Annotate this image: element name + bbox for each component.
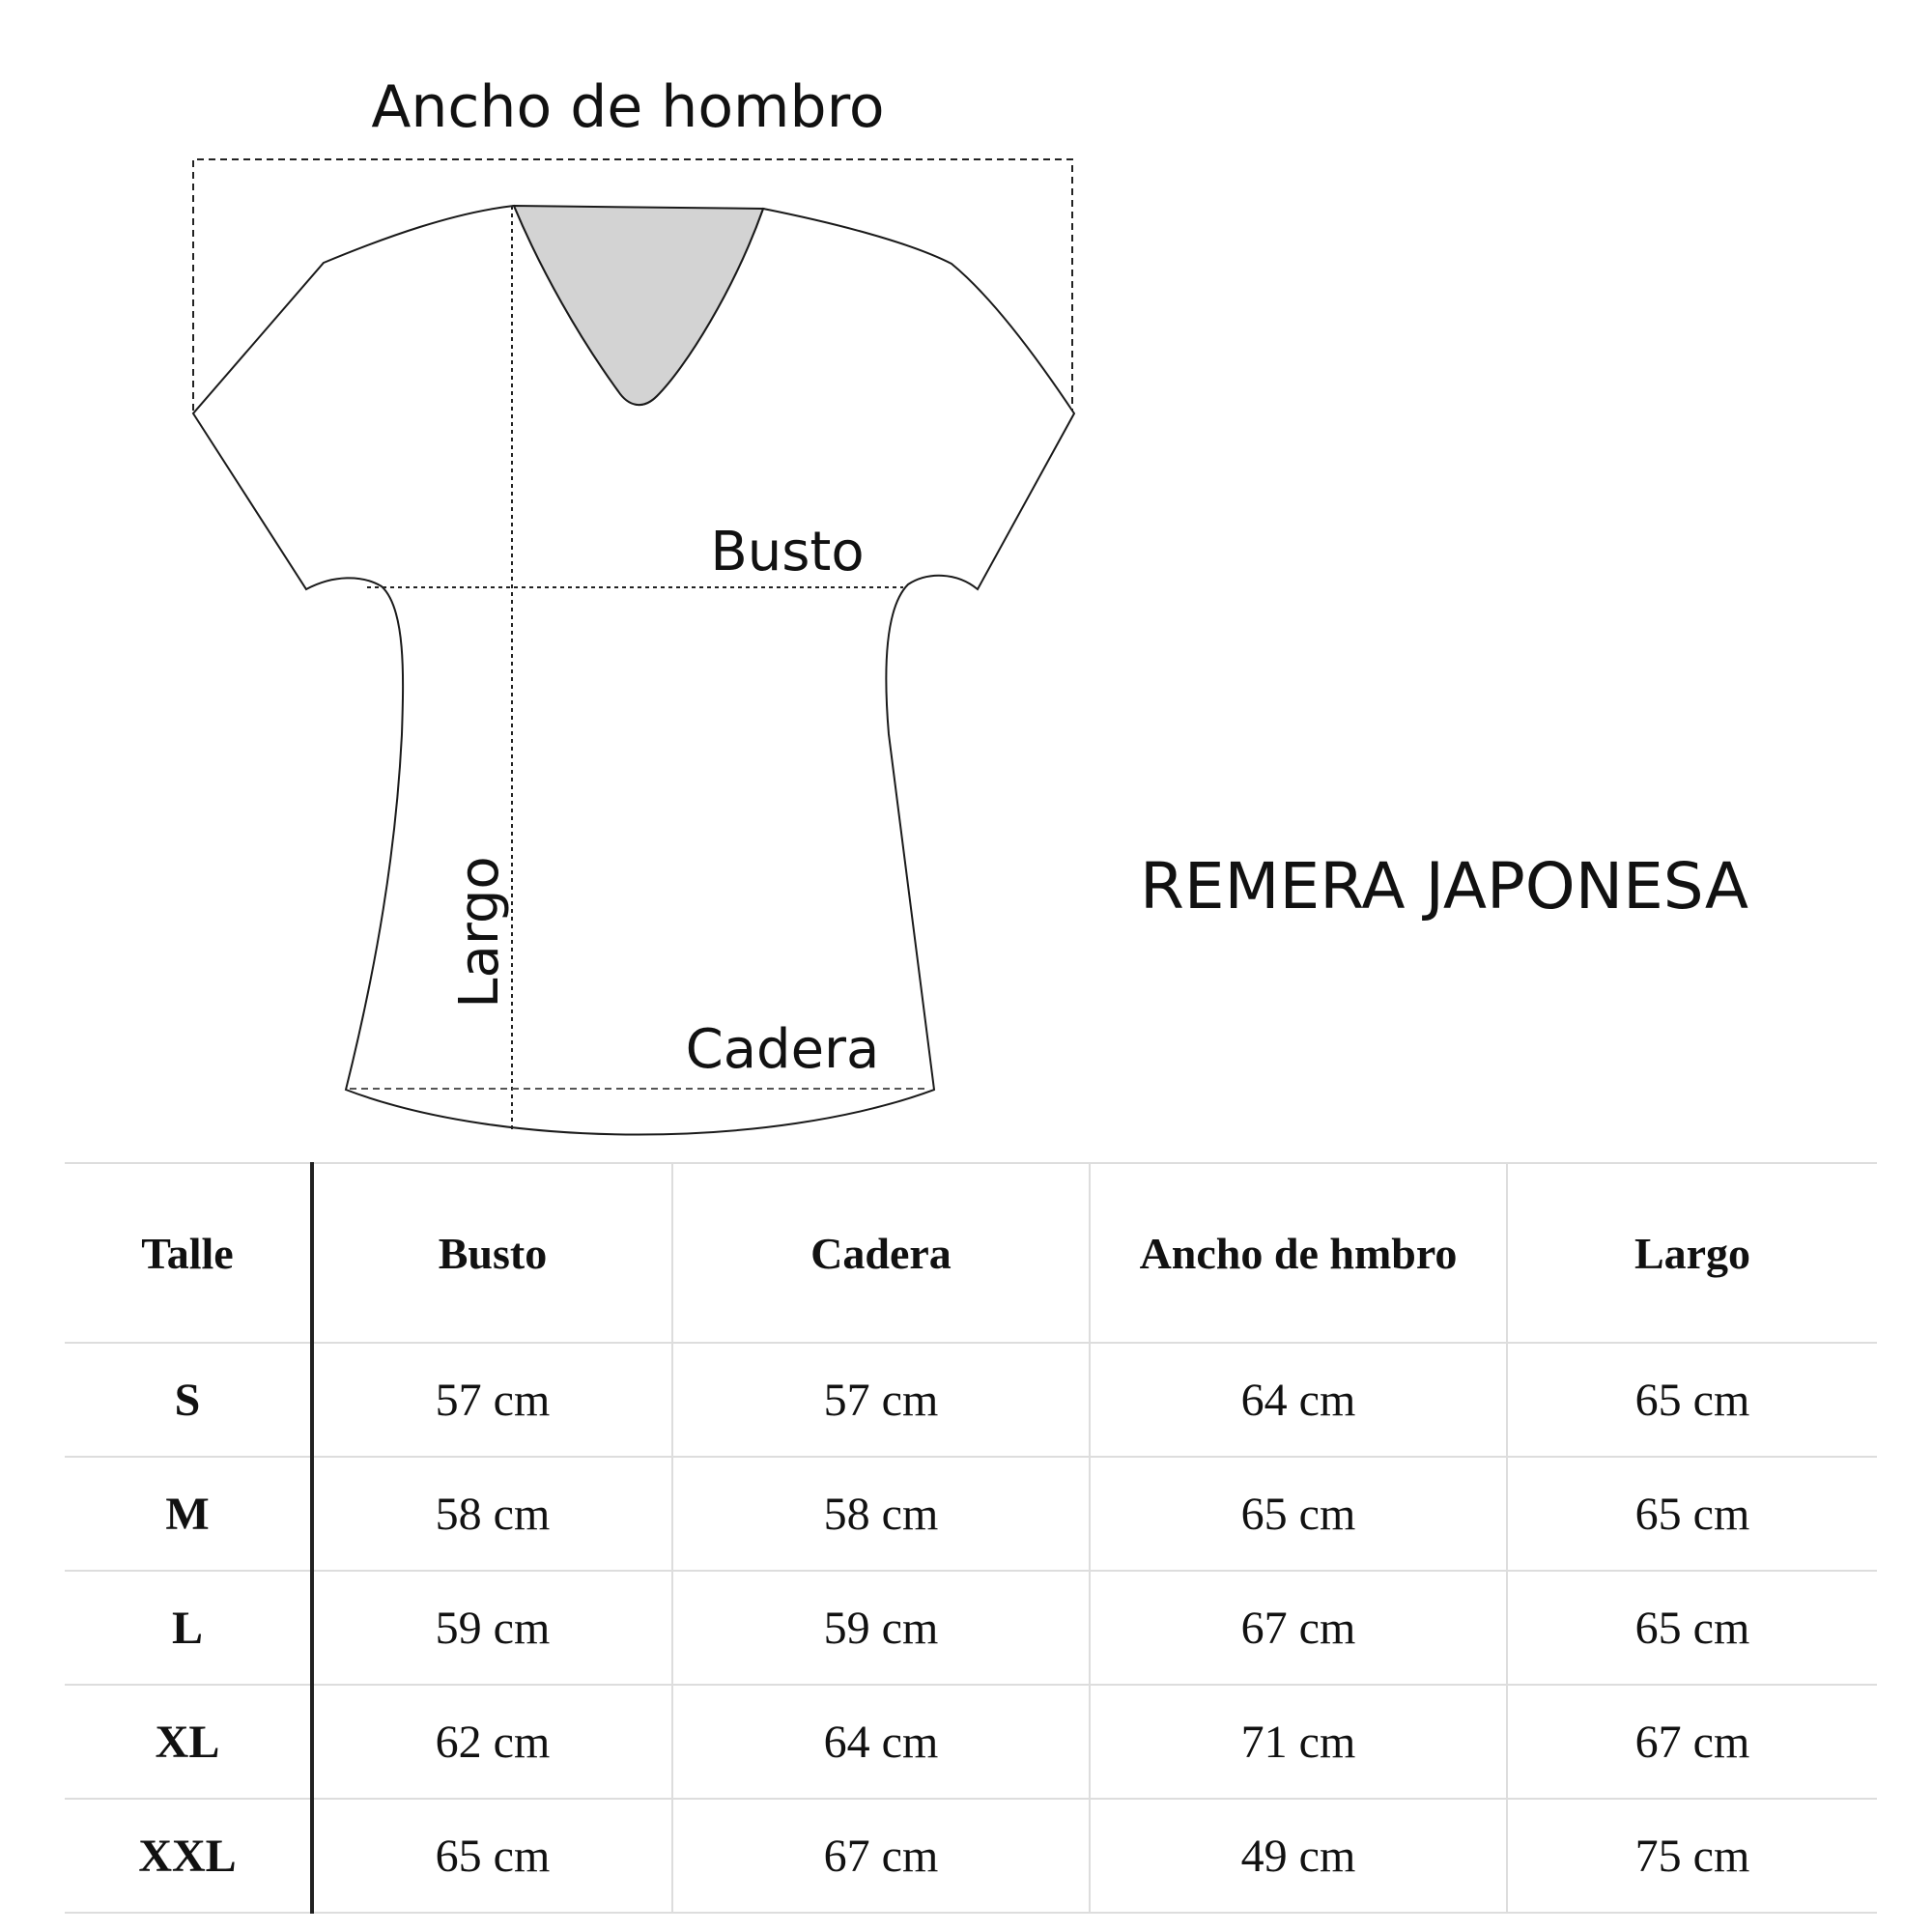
- hip-cell: 58 cm: [672, 1457, 1090, 1571]
- header-hip: Cadera: [672, 1163, 1090, 1343]
- size-cell: XXL: [65, 1799, 312, 1913]
- size-chart-table: [65, 1162, 1877, 1914]
- bust-cell: 62 cm: [312, 1685, 672, 1799]
- header-length: Largo: [1507, 1163, 1877, 1343]
- hip-cell: 67 cm: [672, 1799, 1090, 1913]
- table-row: [65, 1685, 1877, 1799]
- table-row: [65, 1343, 1877, 1457]
- table-header-row: [65, 1163, 1877, 1343]
- bust-cell: 58 cm: [312, 1457, 672, 1571]
- header-shoulder-width: Ancho de hmbro: [1090, 1163, 1507, 1343]
- shoulder-cell: 71 cm: [1090, 1685, 1507, 1799]
- table-row: [65, 1457, 1877, 1571]
- size-cell: L: [65, 1571, 312, 1685]
- length-cell: 65 cm: [1507, 1571, 1877, 1685]
- hip-cell: 64 cm: [672, 1685, 1090, 1799]
- length-cell: 75 cm: [1507, 1799, 1877, 1913]
- bust-cell: 65 cm: [312, 1799, 672, 1913]
- shoulder-cell: 64 cm: [1090, 1343, 1507, 1457]
- shoulder-width-label: Ancho de hombro: [371, 73, 885, 141]
- table-row: [65, 1571, 1877, 1685]
- bust-cell: 59 cm: [312, 1571, 672, 1685]
- header-size: Talle: [65, 1163, 312, 1343]
- hip-cell: 57 cm: [672, 1343, 1090, 1457]
- header-bust: Busto: [312, 1163, 672, 1343]
- table-row: [65, 1799, 1877, 1913]
- length-label: Largo: [448, 856, 511, 1009]
- shoulder-cell: 67 cm: [1090, 1571, 1507, 1685]
- hip-label: Cadera: [685, 1018, 880, 1081]
- bust-label: Busto: [710, 521, 865, 583]
- shoulder-cell: 65 cm: [1090, 1457, 1507, 1571]
- size-cell: XL: [65, 1685, 312, 1799]
- product-title: REMERA JAPONESA: [1140, 849, 1749, 923]
- length-cell: 67 cm: [1507, 1685, 1877, 1799]
- size-cell: M: [65, 1457, 312, 1571]
- hip-cell: 59 cm: [672, 1571, 1090, 1685]
- bust-cell: 57 cm: [312, 1343, 672, 1457]
- length-cell: 65 cm: [1507, 1343, 1877, 1457]
- size-cell: S: [65, 1343, 312, 1457]
- length-cell: 65 cm: [1507, 1457, 1877, 1571]
- shoulder-cell: 49 cm: [1090, 1799, 1507, 1913]
